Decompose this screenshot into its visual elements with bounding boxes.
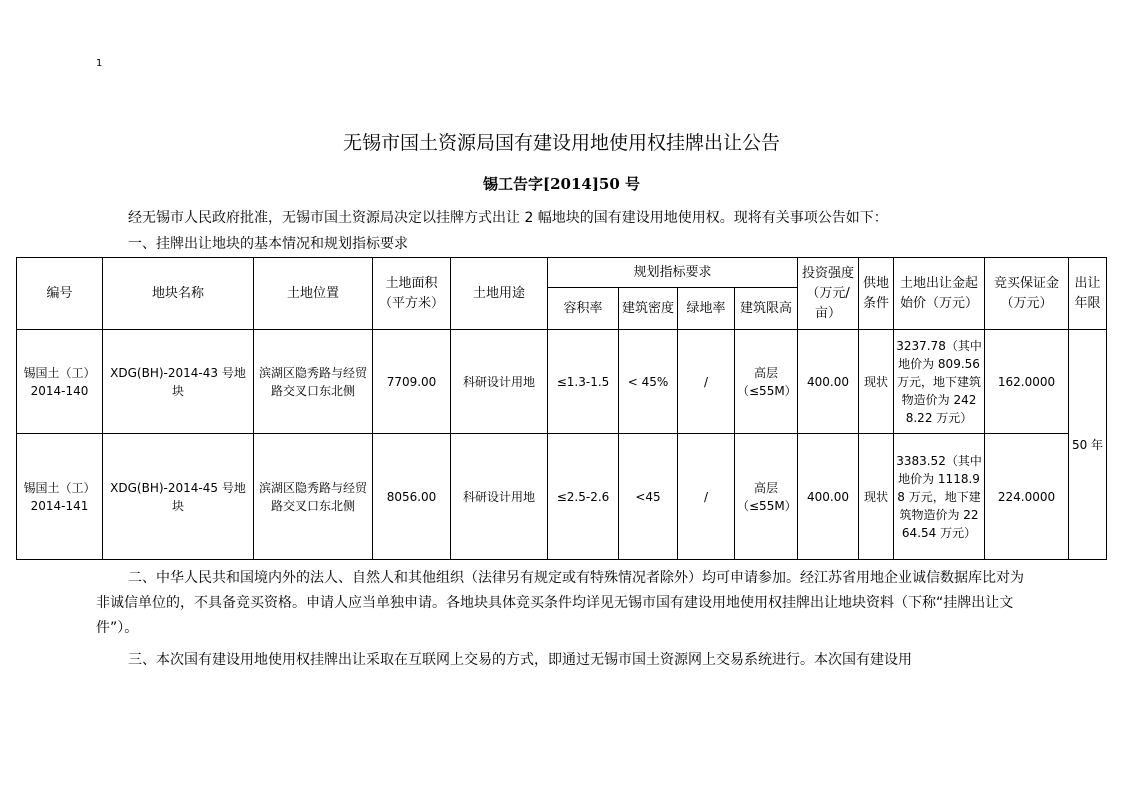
cell-code: 锡国土（工）2014-141 (17, 434, 103, 560)
cell-green-rate: / (678, 434, 735, 560)
header-height-limit: 建筑限高 (735, 288, 798, 330)
section1-heading: 一、挂牌出让地块的基本情况和规划指标要求 (128, 236, 408, 252)
header-investment: 投资强度（万元/亩） (798, 258, 859, 330)
cell-start-price: 3237.78（其中地价为 809.56 万元，地下建筑物造价为 2428.22 万元） (894, 330, 985, 434)
cell-height-limit: 高层（≤55M） (735, 434, 798, 560)
header-code: 编号 (17, 258, 103, 330)
cell-plot-name: XDG(BH)-2014-45 号地块 (103, 434, 254, 560)
header-plot-name: 地块名称 (103, 258, 254, 330)
header-planning-group: 规划指标要求 (548, 258, 798, 288)
header-deposit: 竞买保证金（万元） (985, 258, 1069, 330)
cell-area: 7709.00 (373, 330, 451, 434)
cell-height-limit: 高层（≤55M） (735, 330, 798, 434)
section2-paragraph: 二、中华人民共和国境内外的法人、自然人和其他组织（法律另有规定或有特殊情况者除外）均可申请参加。经江苏省用地企业诚信数据库比对为非诚信单位的，不具备竞买资格。申请人应当单独申请。各地块具体竞买条件均详见无锡市国有建设用地使用权挂牌出让地块资料（下称“挂牌出让文件”）。 (96, 570, 1024, 636)
header-usage: 土地用途 (451, 258, 548, 330)
cell-plot-ratio: ≤1.3-1.5 (548, 330, 619, 434)
document-number: 锡工告字[2014]50 号 (482, 175, 641, 193)
table-header-row (17, 258, 1107, 288)
header-plot-ratio: 容积率 (548, 288, 619, 330)
header-area: 土地面积（平方米） (373, 258, 451, 330)
cell-land-condition: 现状 (859, 434, 894, 560)
land-plots-table (16, 257, 1107, 560)
header-start-price: 土地出让金起始价（万元） (894, 258, 985, 330)
cell-land-condition: 现状 (859, 330, 894, 434)
document-title: 无锡市国土资源局国有建设用地使用权挂牌出让公告 (342, 132, 780, 154)
cell-investment: 400.00 (798, 434, 859, 560)
header-green-rate: 绿地率 (678, 288, 735, 330)
table-row (17, 330, 1107, 434)
cell-usage: 科研设计用地 (451, 434, 548, 560)
section3-paragraph: 三、本次国有建设用地使用权挂牌出让采取在互联网上交易的方式，即通过无锡市国土资源网上交易系统进行。本次国有建设用 (128, 652, 912, 668)
cell-investment: 400.00 (798, 330, 859, 434)
header-land-condition: 供地条件 (859, 258, 894, 330)
cell-usage: 科研设计用地 (451, 330, 548, 434)
cell-deposit: 224.0000 (985, 434, 1069, 560)
header-location: 土地位置 (254, 258, 373, 330)
cell-code: 锡国土（工）2014-140 (17, 330, 103, 434)
header-density: 建筑密度 (619, 288, 678, 330)
cell-start-price: 3383.52（其中地价为 1118.98 万元，地下建筑物造价为 2264.54 万元） (894, 434, 985, 560)
cell-green-rate: / (678, 330, 735, 434)
header-term: 出让年限 (1069, 258, 1107, 330)
cell-deposit: 162.0000 (985, 330, 1069, 434)
cell-density: <45 (619, 434, 678, 560)
intro-paragraph: 经无锡市人民政府批准，无锡市国土资源局决定以挂牌方式出让 2 幅地块的国有建设用地使用权。现将有关事项公告如下： (128, 210, 888, 226)
cell-plot-name: XDG(BH)-2014-43 号地块 (103, 330, 254, 434)
table-row (17, 434, 1107, 560)
cell-plot-ratio: ≤2.5-2.6 (548, 434, 619, 560)
cell-location: 滨湖区隐秀路与经贸路交叉口东北侧 (254, 434, 373, 560)
cell-density: < 45% (619, 330, 678, 434)
page-number: 1 (96, 58, 103, 69)
cell-location: 滨湖区隐秀路与经贸路交叉口东北侧 (254, 330, 373, 434)
cell-area: 8056.00 (373, 434, 451, 560)
cell-term: 50 年 (1069, 330, 1107, 560)
